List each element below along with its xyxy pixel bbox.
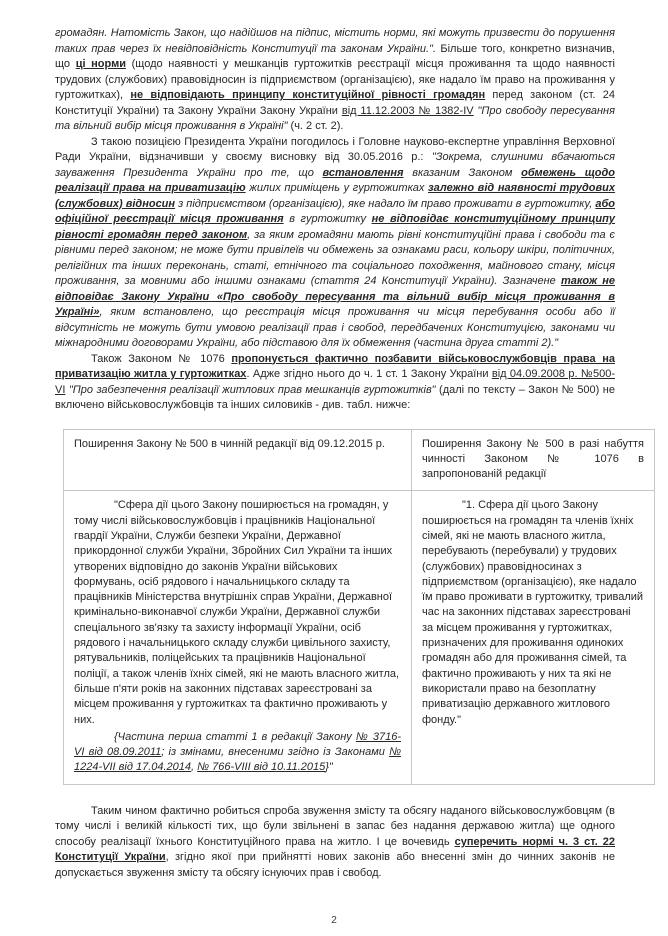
current-law-amendments-note: {Частина перша статті 1 в редакції Закону № 3716-VI від 08.09.2011; із змінами, внесеними згідно із Законами № 1224-VII від 17.04.2014, № 766-VIII від 10.11.2015}" [74,730,402,774]
comparison-table [63,429,655,785]
table-body-row [64,491,655,784]
table-header-current-edition: Поширення Закону № 500 в чинній редакції від 09.12.2015 р. [64,429,412,491]
table-header-proposed-edition: Поширення Закону № 500 в разі набуття чинності Законом № 1076 в запропонованій редакції [412,429,655,491]
page-number: 2 [331,915,337,926]
paragraph-law-1076: Також Законом № 1076 пропонується фактично позбавити військовослужбовців права на приватизацію житла у гуртожитках. Адже згідно нього до ч. 1 ст. 1 Закону України від 04.09.2008 р. №500-VI "Про забезпечення реалізації житлових прав мешканців гуртожитків" (далі по тексту – Закон № 500) не включено військовослужбовців та інших силовиків - див. табл. нижче: [55,352,616,411]
paragraph-expert-opinion: З такою позицією Президента України погодилось і Головне науково-експертне управління Верховної Ради України, відзначивши у своєму висновку від 30.05.2016 р.: "Зокрема, слушними вбачаються зауваження Президента України про те, що встановлення вказаним Законом обмежень щодо реалізації права на приватизацію жилих приміщень у гуртожитках залежно від наявності трудових (службових) відносин з підприємством (організацією), яке надало їм право проживати в гуртожитку, або офіційної реєстрації місця проживання в гуртожитку не відповідає конституційному принципу рівності громадян перед законом, за яким громадяни мають рівні конституційні права і свободи та є рівними перед законом; не може бути привілеїв чи обмежень за ознаками раси, кольору шкіри, політичних, релігійних та інших переконань, статі, етнічного та соціального походження, майнового стану, місця проживання, за мовними або іншими ознаками (стаття 24 Конституції України). Зазначене також не відповідає Закону України «Про свободу пересування та вільний вибір місця проживання в Україні», яким встановлено, що реєстрація місця проживання чи місця перебування особи або її відсутність не можуть бути умовою реалізації прав і свобод, передбачених Конституцією, законами чи міжнародними договорами України, або підставою для їх обмеження (частина друга статті 2)." [55,135,616,349]
paragraph-conclusion: Таким чином фактично робиться спроба звуження змісту та обсягу наданого військовослужбовцям (в тому числі і великій кількості тих, що були звільнені в запас без надання державою житла) ще одного способу реалізації їхнього Конституційного права на житло. І це вочевидь суперечить нормі ч. 3 ст. 22 Конституції України, згідно якої при прийнятті нових законів або внесенні змін до чинних законів не допускається звуження змісту та обсягу існуючих прав і свобод. [55,804,615,879]
current-law-quote: "Сфера дії цього Закону поширюється на громадян, у тому числі військовослужбовців і працівників Національної гвардії України, Служби безпеки України, Державної прикордонної служби України, Збройних Сил України та інших утворених відповідно до законів України військових формувань, осіб рядового і начальницького складу та працівників Міністерства внутрішніх справ України, Державної кримінально-виконавчої служби України, Державної служби спеціального зв'язку та захисту інформації України, осіб рядового і начальницького складу служби цивільного захисту, рятувальників, поліцейських та працівників Національної поліції, а також членів їхніх сімей, які не мають власного житла, більше п'яти років на законних підставах зареєстровані за місцем проживання у гуртожитках та фактично проживають у них. [74,499,400,726]
table-header-row [64,429,655,491]
paragraph-continuation: громадян. Натомість Закон, що надійшов на підпис, містить норми, які можуть призвести до порушення таких прав через їх невідповідність Конституції та законам України.". Більше того, конкретно визначив, що ці норми (щодо наявності у мешканців гуртожитків реєстрації місця проживання та щодо наявності трудових (службових) правовідносин із підприємством (організацією), яке надало їм право на проживання у гуртожитках), не відповідають принципу конституційної рівності громадян перед законом (ст. 24 Конституції України) та Закону України Закону України від 11.12.2003 № 1382-IV "Про свободу пересування та вільний вибір місця проживання в Україні" (ч. 2 ст. 2). [55,27,615,132]
table-cell-proposed-text [412,491,655,784]
table-cell-current-text [64,491,412,784]
proposed-law-quote: "1. Сфера дії цього Закону поширюється на громадян та членів їхніх сімей, які не мають власного житла, перебувають (перебували) у трудових (службових) правовідносинах з підприємством (організацією), яке надало їм право проживати в гуртожитку, тривалий час на законних підставах зареєстровані за місцем проживання у гуртожитках, призначених для проживання одиноких громадян або для проживання сімей, та фактично проживають у них та які не використали право на безоплатну приватизацію державного житлового фонду." [422,499,644,726]
